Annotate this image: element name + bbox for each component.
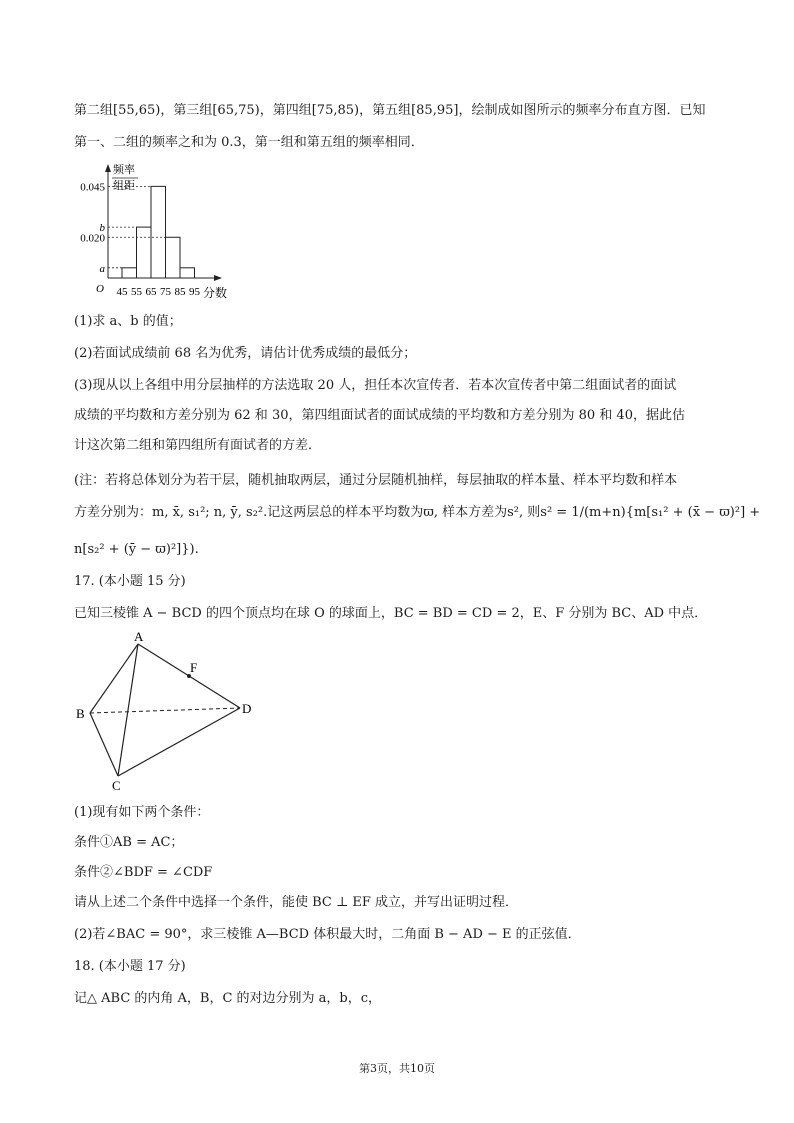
- histogram-bar-1: [122, 268, 137, 278]
- edge-ac: [118, 644, 138, 776]
- ylabel-top: 频率: [113, 164, 135, 176]
- label-b: B: [76, 706, 85, 721]
- q17-stem: 已知三棱锥 A − BCD 的四个顶点均在球 O 的球面上，BC = BD = CD = 2，E、F 分别为 BC、AD 中点．: [74, 606, 708, 621]
- q17-condition-2: 条件②∠BDF = ∠CDF: [74, 865, 213, 880]
- x-axis-label: 分数: [203, 286, 228, 300]
- histogram-bar-5: [180, 268, 195, 278]
- x-tick-label-75: 75: [160, 286, 171, 298]
- intro-line-1: 第二组[55,65)，第三组[65,75)，第四组[75,85)，第五组[85,95]，绘制成如图所示的频率分布直方图．已知: [74, 103, 706, 118]
- edge-bd-hidden: [90, 708, 240, 713]
- y-tick-label-4: a: [99, 262, 105, 275]
- histogram-bar-4: [166, 237, 181, 278]
- edge-bc: [90, 713, 118, 776]
- origin-label: O: [96, 283, 104, 295]
- tetrahedron-figure: [72, 628, 262, 793]
- q17-part-2: (2)若∠BAC = 90°，求三棱锥 A—BCD 体积最大时，二角面 B − AD − E 的正弦值．: [74, 927, 581, 942]
- q16-part-3-line-3: 计这次第二组和第四组所有面试者的方差．: [74, 438, 322, 453]
- q16-note-line-1: (注：若将总体划分为若干层，随机抽取两层，通过分层随机抽样，每层抽取的样本量、样本平均数和样本: [74, 473, 678, 488]
- x-tick-label-95: 95: [189, 286, 200, 298]
- q17-ask: 请从上述二个条件中选择一个条件，能使 BC ⊥ EF 成立，并写出证明过程．: [74, 895, 519, 910]
- y-tick-label-1: 0.045: [80, 181, 105, 194]
- q17-part-1: (1)现有如下两个条件：: [74, 805, 210, 820]
- edge-cd: [118, 708, 240, 776]
- q18-heading: 18. (本小题 17 分): [74, 959, 186, 974]
- q16-note-line-3: n[s₂² + (ȳ − ϖ)²]}).: [74, 542, 199, 557]
- edge-ab: [90, 644, 138, 713]
- label-f: F: [190, 660, 198, 675]
- x-axis-arrow: [214, 275, 222, 281]
- x-tick-label-65: 65: [145, 286, 157, 298]
- q16-part-3-line-1: (3)现从以上各组中用分层抽样的方法选取 20 人，担任本次宣传者．若本次宣传者中第二组面试者的面试: [74, 378, 677, 393]
- label-c: C: [112, 778, 121, 793]
- q17-condition-1: 条件①AB = AC；: [74, 835, 184, 850]
- x-tick-label-55: 55: [131, 286, 142, 298]
- ylabel-bottom: 组距: [113, 180, 135, 192]
- intro-line-2: 第一、二组的频率之和为 0.3，第一组和第五组的频率相同．: [74, 135, 424, 150]
- q16-part-3-line-2: 成绩的平均数和方差分别为 62 和 30，第四组面试者的面试成绩的平均数和方差分别为 80 和 40，据此估: [74, 408, 685, 423]
- y-axis-arrow: [105, 164, 111, 172]
- q18-stem: 记△ ABC 的内角 A，B，C 的对边分别为 a，b，c，: [74, 991, 382, 1006]
- y-tick-label-2: b: [99, 222, 105, 235]
- histogram-bar-3: [151, 186, 166, 278]
- q17-heading: 17. (本小题 15 分): [74, 574, 186, 589]
- q16-note-line-2: 方差分别为：m, x̄, s₁²; n, ȳ, s₂².记这两层总的样本平均数为ϖ, 样本方差为s², 则s² = 1/(m+n){m[s₁² + (x̄ − ϖ)²] +: [74, 505, 761, 520]
- page-footer: 第3页，共10页: [359, 1062, 435, 1075]
- x-tick-label-45: 45: [116, 286, 128, 298]
- x-tick-label-85: 85: [174, 286, 186, 298]
- histogram-bar-2: [137, 227, 152, 278]
- label-a: A: [134, 629, 144, 644]
- label-d: D: [242, 701, 252, 716]
- q16-part-2: (2)若面试成绩前 68 名为优秀，请估计优秀成绩的最低分；: [74, 346, 417, 361]
- y-tick-label-3: 0.020: [80, 232, 105, 245]
- frequency-histogram: [80, 158, 246, 303]
- q16-part-1: (1)求 a、b 的值；: [74, 314, 182, 329]
